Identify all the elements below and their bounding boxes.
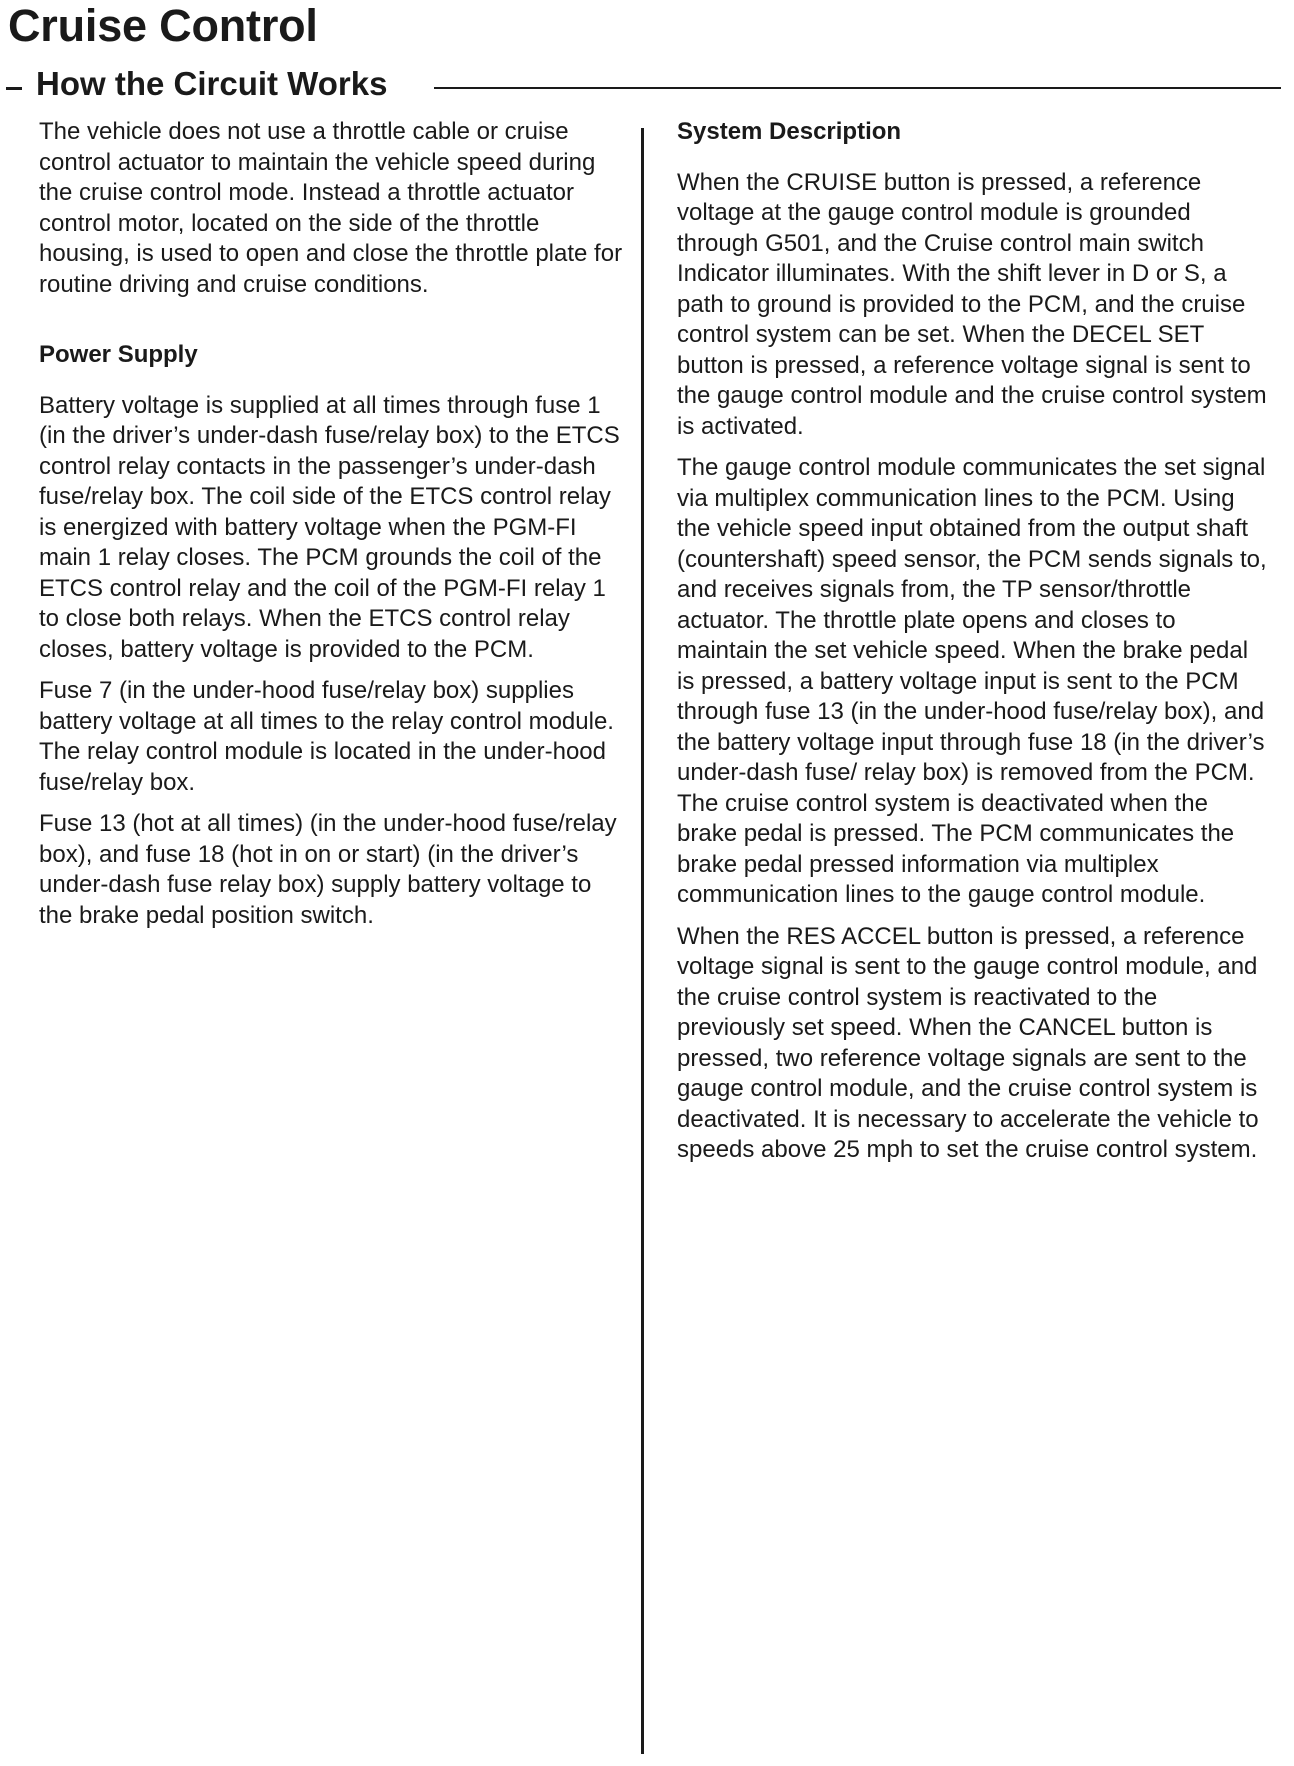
power-supply-paragraph: Fuse 13 (hot at all times) (in the under-hood fuse/relay box), and fuse 18 (hot in on or start) (in the driver’s under-dash fuse relay box) supply battery voltage to the brake pedal position switch. <box>39 810 617 929</box>
section-heading-row <box>6 62 1281 106</box>
system-description-paragraph: When the CRUISE button is pressed, a reference voltage at the gauge control module is grounded through G501, and the Cruise control main switch Indicator illuminates. With the shift lever in D or S, a path to ground is provided to the PCM, and the cruise control system can be set. When the DECEL SET button is pressed, a reference voltage signal is sent to the gauge control module and the cruise control system is activated. <box>677 168 1267 440</box>
power-supply-paragraph: Fuse 7 (in the under-hood fuse/relay box) supplies battery voltage at all times to the relay control module. The relay control module is located in the under-hood fuse/relay box. <box>39 677 614 796</box>
page-title: Cruise Control <box>8 0 318 51</box>
system-description-heading: System Description <box>677 118 902 145</box>
power-supply-paragraph: Battery voltage is supplied at all times through fuse 1 (in the driver’s under-dash fuse/relay box) to the ETCS control relay contacts in the passenger’s under-dash fuse/relay box. The coil side of the ETCS control relay is energized with battery voltage when the PGM-FI main 1 relay closes. The PCM grounds the coil of the ETCS control relay and the coil of the PGM-FI relay 1 to close both relays. When the ETCS control relay closes, battery voltage is provided to the PCM. <box>39 391 620 663</box>
right-column <box>677 117 1267 1177</box>
left-column <box>39 117 629 942</box>
system-description-paragraph: The gauge control module communicates the set signal via multiplex communication lines to the PCM. Using the vehicle speed input obtained from the output shaft (countershaft) speed sensor, the PCM sends signals to, and receives signals from, the TP sensor/throttle actuator. The throttle plate opens and closes to maintain the set vehicle speed. When the brake pedal is pressed, a battery voltage input is sent to the PCM through fuse 13 (in the under-hood fuse/relay box), and the battery voltage input through fuse 18 (in the driver’s under-dash fuse/ relay box) is removed from the PCM. The cruise control system is deactivated when the brake pedal is pressed. The PCM communicates the brake pedal pressed information via multiplex communication lines to the gauge control module. <box>677 454 1267 908</box>
heading-rule-divider <box>434 87 1281 89</box>
section-heading: How the Circuit Works <box>36 65 388 102</box>
system-description-paragraph: When the RES ACCEL button is pressed, a reference voltage signal is sent to the gauge control module, and the cruise control system is reactivated to the previously set speed. When the CANCEL button is pressed, two reference voltage signals are sent to the gauge control module, and the cruise control system is deactivated. It is necessary to accelerate the vehicle to speeds above 25 mph to set the cruise control system. <box>677 922 1259 1163</box>
power-supply-heading: Power Supply <box>39 341 198 368</box>
column-divider <box>641 128 644 1754</box>
heading-dash-divider <box>6 87 22 90</box>
intro-paragraph: The vehicle does not use a throttle cable or cruise control actuator to maintain the vehicle speed during the cruise control mode. Instead a throttle actuator control motor, located on the side of the throttle housing, is used to open and close the throttle plate for routine driving and cruise conditions. <box>39 118 623 298</box>
